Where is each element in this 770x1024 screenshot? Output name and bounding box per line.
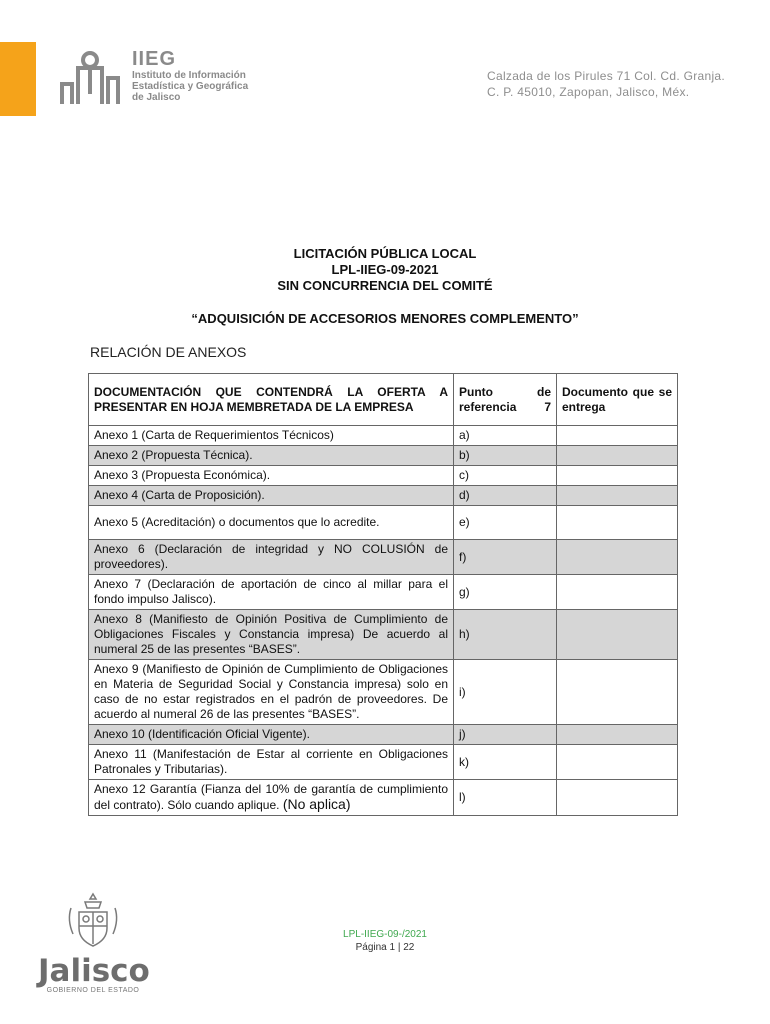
- row-delivered[interactable]: [557, 610, 678, 660]
- address-line: C. P. 45010, Zapopan, Jalisco, Méx.: [487, 85, 690, 99]
- title-line: SIN CONCURRENCIA DEL COMITÉ: [277, 278, 493, 293]
- row-delivered[interactable]: [557, 575, 678, 610]
- row-reference: g): [454, 575, 557, 610]
- footer-reference: LPL-IIEG-09-/2021: [343, 929, 427, 940]
- row-document: [89, 780, 454, 816]
- row-reference: l): [454, 780, 557, 816]
- row-delivered[interactable]: [557, 540, 678, 575]
- row-reference: c): [454, 466, 557, 486]
- logo-subtitle-line: Instituto de Información: [132, 70, 246, 81]
- row-reference: b): [454, 446, 557, 466]
- header-reference: Punto de referencia 7: [454, 374, 557, 426]
- table-row: [89, 780, 678, 816]
- row-delivered[interactable]: [557, 466, 678, 486]
- iieg-building-pin-icon: [58, 48, 124, 106]
- row-reference: f): [454, 540, 557, 575]
- row-document: Anexo 5 (Acreditación) o documentos que lo acredite.: [89, 506, 454, 540]
- page-footer: [0, 928, 770, 954]
- row-delivered[interactable]: [557, 446, 678, 466]
- row-document: Anexo 1 (Carta de Requerimientos Técnicos): [89, 426, 454, 446]
- row-document: Anexo 8 (Manifiesto de Opinión Positiva de Cumplimiento de Obligaciones Fiscales y Constancia impresa) De acuerdo al numeral 25 de las presentes “BASES”.: [89, 610, 454, 660]
- row-document: Anexo 2 (Propuesta Técnica).: [89, 446, 454, 466]
- row-delivered[interactable]: [557, 660, 678, 725]
- table-row: [89, 575, 678, 610]
- row-delivered[interactable]: [557, 506, 678, 540]
- logo-title: IIEG: [132, 48, 177, 70]
- header-documentation: DOCUMENTACIÓN QUE CONTENDRÁ LA OFERTA A PRESENTAR EN HOJA MEMBRETADA DE LA EMPRESA: [89, 374, 454, 426]
- title-line: LPL-IIEG-09-2021: [331, 262, 439, 277]
- row-delivered[interactable]: [557, 486, 678, 506]
- table-row: [89, 745, 678, 780]
- row-document: Anexo 4 (Carta de Proposición).: [89, 486, 454, 506]
- row-document-main: Anexo 12 Garantía (Fianza del 10% de garantía de cumplimiento del contrato). Sólo cuando aplique.: [94, 782, 448, 812]
- table-header-row: [89, 374, 678, 426]
- section-title: RELACIÓN DE ANEXOS: [90, 344, 247, 360]
- logo-subtitle-line: Estadística y Geográfica: [132, 81, 249, 92]
- annex-table: [88, 373, 678, 816]
- table-row: [89, 466, 678, 486]
- orange-accent-bar: [0, 42, 36, 116]
- row-document: Anexo 10 (Identificación Oficial Vigente).: [89, 725, 454, 745]
- address-line: Calzada de los Pirules 71 Col. Cd. Granja.: [487, 69, 726, 83]
- jalisco-logo-word: Jalisco: [38, 953, 150, 989]
- table-row: [89, 446, 678, 466]
- row-document: Anexo 6 (Declaración de integridad y NO COLUSIÓN de proveedores).: [89, 540, 454, 575]
- row-delivered[interactable]: [557, 725, 678, 745]
- row-document-note: (No aplica): [282, 796, 351, 812]
- row-reference: d): [454, 486, 557, 506]
- header-delivered: Documento que se entrega: [557, 374, 678, 426]
- page-number: Página 1 | 22: [355, 942, 415, 953]
- table-row: [89, 660, 678, 725]
- row-reference: a): [454, 426, 557, 446]
- row-reference: e): [454, 506, 557, 540]
- title-line: LICITACIÓN PÚBLICA LOCAL: [293, 246, 477, 261]
- jalisco-logo-subtitle: GOBIERNO DEL ESTADO: [46, 987, 140, 994]
- row-delivered[interactable]: [557, 780, 678, 816]
- logo-subtitle-line: de Jalisco: [132, 92, 181, 103]
- table-row: [89, 725, 678, 745]
- document-title: [0, 246, 770, 294]
- row-document: Anexo 3 (Propuesta Económica).: [89, 466, 454, 486]
- table-row: [89, 540, 678, 575]
- table-row: [89, 610, 678, 660]
- document-subject: “ADQUISICIÓN DE ACCESORIOS MENORES COMPLEMENTO”: [191, 311, 579, 326]
- row-document: Anexo 7 (Declaración de aportación de cinco al millar para el fondo impulso Jalisco).: [89, 575, 454, 610]
- row-document: Anexo 9 (Manifiesto de Opinión de Cumplimiento de Obligaciones en Materia de Seguridad Social y Constancia impresa) solo en caso de no estar registrados en el padrón de proveedores. De acuerdo al numeral 26 de las presentes “BASES”.: [89, 660, 454, 725]
- table-row: [89, 486, 678, 506]
- row-reference: i): [454, 660, 557, 725]
- iieg-logo: [58, 48, 248, 106]
- table-row: [89, 506, 678, 540]
- row-delivered[interactable]: [557, 745, 678, 780]
- row-document: Anexo 11 (Manifestación de Estar al corriente en Obligaciones Patronales y Tributarias).: [89, 745, 454, 780]
- row-reference: h): [454, 610, 557, 660]
- row-delivered[interactable]: [557, 426, 678, 446]
- address: [487, 68, 725, 100]
- table-row: [89, 426, 678, 446]
- row-reference: j): [454, 725, 557, 745]
- row-reference: k): [454, 745, 557, 780]
